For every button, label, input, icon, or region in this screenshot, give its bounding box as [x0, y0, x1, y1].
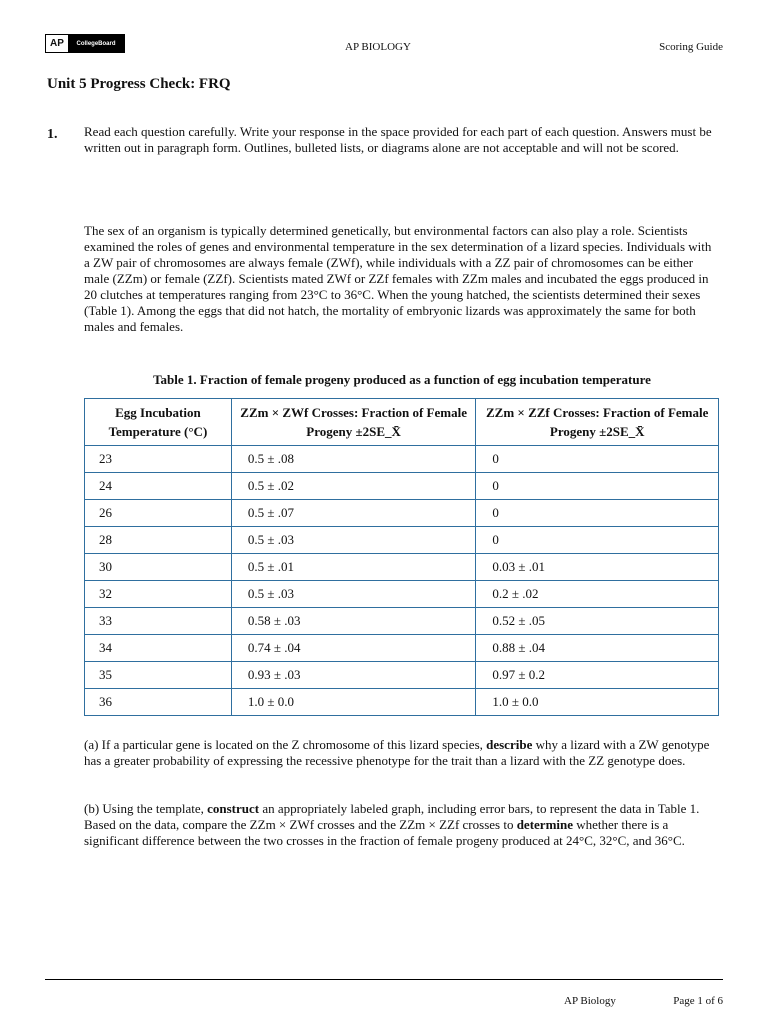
- part-a-verb: describe: [486, 737, 533, 752]
- instructions-paragraph: Read each question carefully. Write your response in the space provided for each part of each question. Answers must be written out in paragraph form. Outlines, bulleted lists, or diagrams alone are not acceptable and will not be scored.: [84, 124, 712, 155]
- intro-paragraph: The sex of an organism is typically determined genetically, but environmental factors can also play a role. Scientists examined the roles of genes and environmental temperature in the sex determination of a lizard species. Individuals with a ZW pair of chromosomes are always female (ZWf), while individuals with a ZZ pair of chromosomes can be either male (ZZm) or female (ZZf). Scientists mated ZWf or ZZf females with ZZm males and incubated the eggs produced in 20 clutches at temperatures ranging from 23°C to 36°C. When the young hatched, the scientists determined their sexes (Table 1). Among the eggs that did not hatch, the mortality of embryonic lizards was approximately the same for both males and females.: [84, 223, 712, 334]
- cell-zwf-fraction: 1.0 ± 0.0: [231, 689, 476, 716]
- table-body: [85, 446, 719, 716]
- header-zzf-crosses: ZZm × ZZf Crosses: Fraction of Female Progeny ±2SE_X̄: [476, 399, 719, 446]
- part-b-question: [84, 801, 720, 849]
- cell-zwf-fraction: 0.5 ± .07: [231, 500, 476, 527]
- table-row: [85, 527, 719, 554]
- part-b-verb-2: determine: [516, 817, 574, 832]
- part-a-question: [84, 737, 720, 769]
- cell-zzf-fraction: 0.03 ± .01: [476, 554, 719, 581]
- cell-zwf-fraction: 0.5 ± .03: [231, 527, 476, 554]
- cell-temperature: 36: [85, 689, 232, 716]
- cell-temperature: 24: [85, 473, 232, 500]
- part-b-text-2: an appropriately labeled graph, including error bars, to represent the data in Table 1. Based on the data, compare the ZZm × ZWf crosses and the ZZm × ZZf crosses to: [84, 801, 700, 832]
- header-subject: AP BIOLOGY: [345, 41, 411, 53]
- cell-zzf-fraction: 0.88 ± .04: [476, 635, 719, 662]
- cell-zwf-fraction: 0.93 ± .03: [231, 662, 476, 689]
- table-row: [85, 500, 719, 527]
- footer-page-number: Page 1 of 6: [673, 995, 723, 1007]
- table-row: [85, 446, 719, 473]
- footer-subject: AP Biology: [564, 995, 616, 1007]
- cell-temperature: 28: [85, 527, 232, 554]
- page-title: Unit 5 Progress Check: FRQ: [47, 76, 231, 92]
- question-number: 1.: [47, 127, 58, 142]
- cell-zwf-fraction: 0.5 ± .01: [231, 554, 476, 581]
- cell-zwf-fraction: 0.58 ± .03: [231, 608, 476, 635]
- cell-zzf-fraction: 0.97 ± 0.2: [476, 662, 719, 689]
- header-temperature: Egg Incubation Temperature (°C): [85, 399, 232, 446]
- table-caption: Table 1. Fraction of female progeny produced as a function of egg incubation temperature: [153, 372, 651, 387]
- table-row: [85, 581, 719, 608]
- cell-zzf-fraction: 1.0 ± 0.0: [476, 689, 719, 716]
- logo-brand-text: CollegeBoard: [68, 35, 124, 52]
- part-b-text-1: (b) Using the template,: [84, 801, 208, 816]
- table-header-row: [85, 399, 719, 446]
- cell-zwf-fraction: 0.74 ± .04: [231, 635, 476, 662]
- cell-zzf-fraction: 0: [476, 446, 719, 473]
- part-a-text-1: (a) If a particular gene is located on the Z chromosome of this lizard species,: [84, 737, 487, 752]
- data-table: [84, 398, 719, 716]
- footer-divider: [45, 979, 723, 980]
- part-a-text-2: why a lizard with a ZW genotype has a greater probability of expressing the recessive phenotype for the trait than a lizard with the ZZ genotype does.: [84, 737, 710, 768]
- part-b-text-3: whether there is a significant difference between the two crosses in the fraction of female progeny produced at 24°C, 32°C, and 36°C.: [84, 817, 685, 848]
- cell-zzf-fraction: 0: [476, 527, 719, 554]
- logo-ap-text: AP: [46, 35, 68, 52]
- cell-temperature: 33: [85, 608, 232, 635]
- cell-zwf-fraction: 0.5 ± .03: [231, 581, 476, 608]
- table-row: [85, 689, 719, 716]
- ap-collegeboard-logo: [45, 34, 125, 53]
- cell-temperature: 23: [85, 446, 232, 473]
- cell-zzf-fraction: 0.2 ± .02: [476, 581, 719, 608]
- cell-temperature: 34: [85, 635, 232, 662]
- cell-zzf-fraction: 0: [476, 500, 719, 527]
- table-row: [85, 662, 719, 689]
- cell-zzf-fraction: 0: [476, 473, 719, 500]
- table-row: [85, 554, 719, 581]
- header-zwf-crosses: ZZm × ZWf Crosses: Fraction of Female Progeny ±2SE_X̄: [231, 399, 476, 446]
- cell-zwf-fraction: 0.5 ± .08: [231, 446, 476, 473]
- cell-temperature: 26: [85, 500, 232, 527]
- header-doc-type: Scoring Guide: [659, 41, 723, 53]
- page-header: [45, 34, 723, 56]
- table-row: [85, 608, 719, 635]
- cell-temperature: 35: [85, 662, 232, 689]
- cell-zzf-fraction: 0.52 ± .05: [476, 608, 719, 635]
- cell-temperature: 32: [85, 581, 232, 608]
- table-row: [85, 635, 719, 662]
- cell-zwf-fraction: 0.5 ± .02: [231, 473, 476, 500]
- cell-temperature: 30: [85, 554, 232, 581]
- part-b-verb-1: construct: [207, 801, 260, 816]
- table-row: [85, 473, 719, 500]
